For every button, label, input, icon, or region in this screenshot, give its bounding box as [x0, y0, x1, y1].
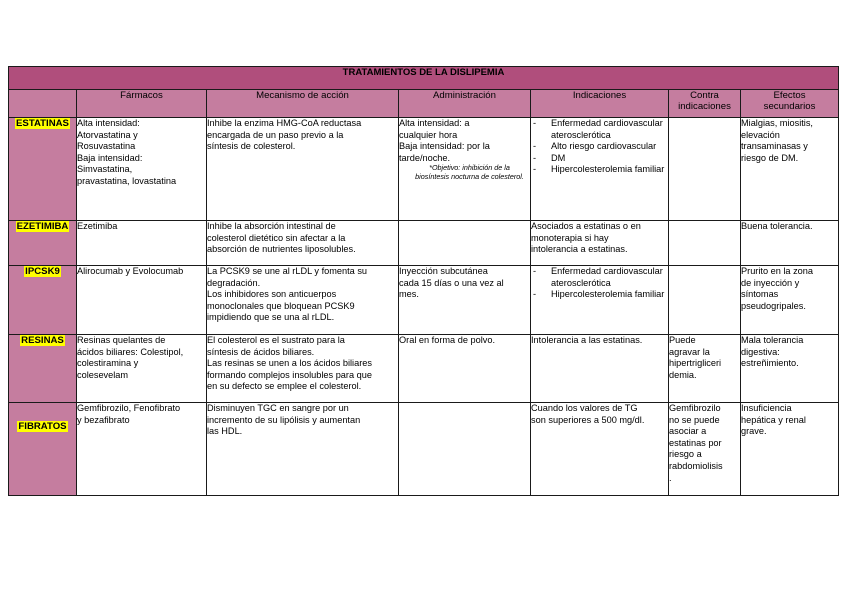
cell-mecanismo — [207, 266, 399, 335]
list-item: - Hipercolesterolemia familiar — [531, 289, 668, 301]
cell-efectos — [741, 221, 839, 266]
header-contraindicaciones — [669, 90, 741, 118]
text-line: Prurito en la zona — [741, 266, 814, 276]
text-line: formando complejos insolubles para que — [207, 369, 372, 380]
text-line: Baja intensidad: — [77, 152, 143, 163]
indicaciones-list — [531, 118, 668, 176]
text-line: Insuficiencia — [741, 403, 792, 413]
text-line: Oral en forma de polvo. — [399, 335, 496, 345]
text-line: encargada de un paso previo a la — [207, 129, 344, 140]
text-line: Inhibe la absorción intestinal de — [207, 221, 336, 231]
text-line: La PCSK9 se une al rLDL y fomenta su — [207, 266, 368, 276]
text-line: riesgo a — [669, 449, 702, 460]
text-line: son superiores a 500 mg/dl. — [531, 414, 645, 425]
text-line: síntesis de ácidos biliares. — [207, 346, 315, 357]
text-line: Atorvastatina y — [77, 129, 138, 140]
text-line: Gemfibrozilo — [669, 403, 721, 413]
cell-farmacos — [77, 403, 207, 496]
row-label-ipcsk9: IPCSK9 — [25, 266, 60, 277]
cell-farmacos — [77, 221, 207, 266]
administracion-text — [399, 118, 530, 164]
list-item: - Hipercolesterolemia familiar — [531, 164, 668, 176]
cell-mecanismo — [207, 403, 399, 496]
text-line: Cuando los valores de TG — [531, 403, 638, 413]
text-line: Ezetimiba — [77, 221, 118, 231]
text-line: Inyección subcutánea — [399, 266, 488, 276]
cell-administracion — [399, 403, 531, 496]
header-efectos — [741, 90, 839, 118]
cell-contraindicaciones — [669, 266, 741, 335]
cell-farmacos — [77, 266, 207, 335]
text-line: Intolerancia a las estatinas. — [531, 335, 643, 345]
text-line: Disminuyen TGC en sangre por un — [207, 403, 349, 413]
list-item: - Enfermedad cardiovascular aterosclerótica — [531, 118, 668, 141]
cell-contraindicaciones — [669, 335, 741, 403]
cell-indicaciones — [531, 221, 669, 266]
text-line: degradación. — [207, 277, 261, 288]
text-line: Gemfibrozilo, Fenofibrato — [77, 403, 181, 413]
row-label-ezetimiba: EZETIMIBA — [16, 221, 69, 232]
administracion-note: *Objetivo: inhibición de la biosíntesis nocturna de colesterol. — [415, 163, 524, 181]
text-line: riesgo de DM. — [741, 152, 799, 163]
row-label-cell — [9, 335, 77, 403]
text-line: hepática y renal — [741, 414, 806, 425]
cell-contraindicaciones — [669, 403, 741, 496]
table-row — [9, 266, 839, 335]
text-line: monoterapia si hay — [531, 232, 609, 243]
cell-administracion — [399, 335, 531, 403]
text-line: Inhibe la enzima HMG-CoA reductasa — [207, 118, 362, 128]
text-line: El colesterol es el sustrato para la — [207, 335, 345, 345]
cell-administracion — [399, 221, 531, 266]
text-line: en su defecto se emplee el colesterol. — [207, 381, 362, 392]
cell-farmacos — [77, 335, 207, 403]
row-label-cell — [9, 221, 77, 266]
table-row — [9, 221, 839, 266]
text-line: intolerancia a estatinas. — [531, 244, 628, 255]
text-line: colestiramina y — [77, 358, 139, 369]
header-contra-line2: indicaciones — [678, 101, 731, 112]
text-line: Mala tolerancia — [741, 335, 804, 345]
text-line: rabdomiolisis — [669, 460, 723, 471]
text-line: monoclonales que bloquean PCSK9 — [207, 300, 355, 311]
text-line: las HDL. — [207, 426, 243, 437]
cell-contraindicaciones — [669, 221, 741, 266]
text-line: Alta intensidad: a — [399, 118, 470, 128]
header-farmacos: Fármacos — [77, 90, 207, 118]
text-line: asociar a — [669, 426, 707, 437]
row-label-resinas: RESINAS — [21, 335, 64, 346]
header-efectos-line2: secundarios — [763, 101, 816, 112]
text-line: incremento de su lipólisis y aumentan — [207, 414, 361, 425]
cell-indicaciones — [531, 335, 669, 403]
cell-efectos — [741, 403, 839, 496]
cell-indicaciones — [531, 403, 669, 496]
text-line: Mialgias, miositis, — [741, 118, 813, 128]
text-line: Las resinas se unen a los ácidos biliares — [207, 358, 372, 369]
cell-mecanismo — [207, 118, 399, 221]
text-line: Simvastatina, — [77, 164, 133, 175]
text-line: cada 15 días o una vez al — [399, 277, 504, 288]
text-line: síntomas — [741, 289, 779, 300]
text-line: y bezafibrato — [77, 414, 130, 425]
cell-efectos — [741, 335, 839, 403]
table-title: TRATAMIENTOS DE LA DISLIPEMIA — [9, 67, 839, 90]
header-contra-line1: Contra — [690, 90, 719, 101]
text-line: Alta intensidad: — [77, 118, 140, 128]
text-line: hipertrigliceri — [669, 358, 722, 369]
text-line: tarde/noche. — [399, 152, 451, 163]
list-item: - Alto riesgo cardiovascular — [531, 141, 668, 153]
text-line: grave. — [741, 426, 767, 437]
text-line: Alirocumab y Evolocumab — [77, 266, 184, 276]
text-line: transaminasas y — [741, 141, 808, 152]
cell-indicaciones — [531, 266, 669, 335]
text-line: impidiendo que se una al rLDL. — [207, 312, 335, 323]
cell-mecanismo — [207, 221, 399, 266]
table-row — [9, 335, 839, 403]
text-line: Rosuvastatina — [77, 141, 136, 152]
text-line: síntesis de colesterol. — [207, 141, 296, 152]
list-item: - DM — [531, 153, 668, 165]
row-label-cell — [9, 118, 77, 221]
row-label-cell — [9, 266, 77, 335]
text-line: Los inhibidores son anticuerpos — [207, 289, 337, 300]
cell-contraindicaciones — [669, 118, 741, 221]
text-line: cualquier hora — [399, 129, 458, 140]
text-line: colesevelam — [77, 369, 129, 380]
text-line: estatinas por — [669, 437, 722, 448]
dyslipidemia-treatments-table — [8, 66, 839, 496]
text-line: absorción de nutrientes liposolubles. — [207, 244, 356, 255]
header-administracion: Administración — [399, 90, 531, 118]
text-line: pravastatina, lovastatina — [77, 175, 177, 186]
cell-efectos — [741, 118, 839, 221]
cell-farmacos — [77, 118, 207, 221]
cell-mecanismo — [207, 335, 399, 403]
text-line: Buena tolerancia. — [741, 221, 813, 231]
text-line: colesterol dietético sin afectar a la — [207, 232, 346, 243]
table-row — [9, 403, 839, 496]
cell-efectos — [741, 266, 839, 335]
text-line: Baja intensidad: por la — [399, 141, 490, 152]
text-line: ácidos biliares: Colestipol, — [77, 346, 184, 357]
corner-cell — [9, 90, 77, 118]
text-line: agravar la — [669, 346, 710, 357]
header-indicaciones: Indicaciones — [531, 90, 669, 118]
row-label-fibratos: FIBRATOS — [18, 421, 67, 432]
text-line: digestiva: — [741, 346, 780, 357]
text-line: pseudogripales. — [741, 300, 806, 311]
text-line: estreñimiento. — [741, 358, 799, 369]
row-label-cell — [9, 403, 77, 496]
text-line: elevación — [741, 129, 780, 140]
text-line: Puede — [669, 335, 696, 345]
text-line: demia. — [669, 369, 697, 380]
text-line: de inyección y — [741, 277, 800, 288]
table-row — [9, 118, 839, 221]
text-line: no se puede — [669, 414, 720, 425]
cell-indicaciones — [531, 118, 669, 221]
cell-administracion — [399, 266, 531, 335]
text-line: Asociados a estatinas o en — [531, 221, 641, 231]
list-item: - Enfermedad cardiovascular aterosclerótica — [531, 266, 668, 289]
row-label-estatinas: ESTATINAS — [16, 118, 69, 129]
indicaciones-list — [531, 266, 668, 301]
header-efectos-line1: Efectos — [773, 90, 806, 101]
cell-administracion — [399, 118, 531, 221]
text-line: mes. — [399, 289, 419, 300]
text-line: Resinas quelantes de — [77, 335, 166, 345]
text-line: . — [669, 472, 672, 483]
header-mecanismo: Mecanismo de acción — [207, 90, 399, 118]
